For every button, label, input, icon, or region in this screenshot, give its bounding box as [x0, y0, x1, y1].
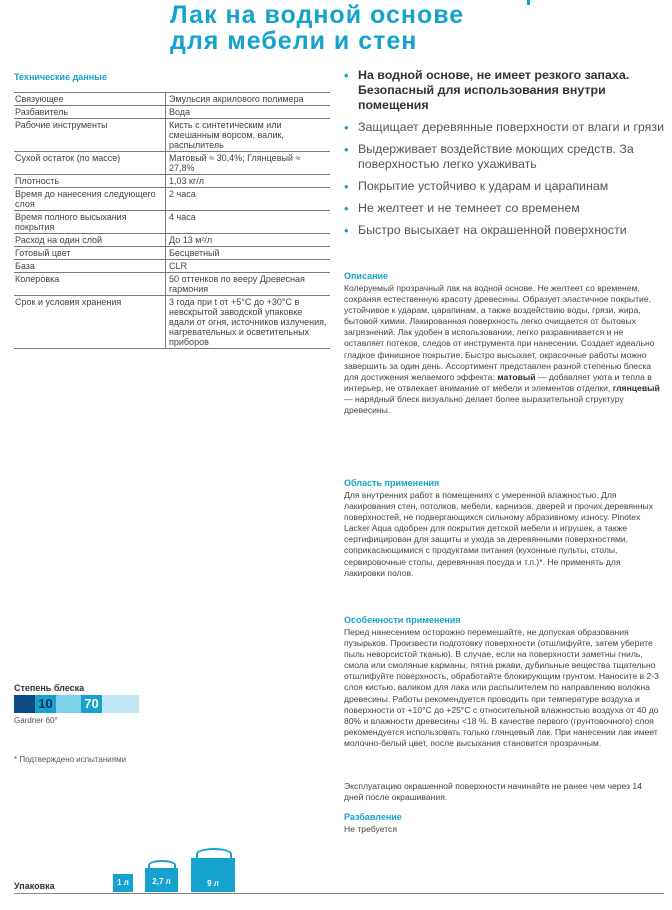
description-text: Колеруемый прозрачный лак на водной основе. Не желтеет со временем, сохраняя естественную красоту древесины. Образует эластичное покрытие, устойчивое к ударам, царапинам, а также воздействию воды, грязи, жира, бытовой химии. Лакированная поверхность легко очищается от бытовых загрязнений. Лак удобен в использовании, легко разравнивается и не оставляет потеков, следов от инструмента при нанесении. Создает идеально гладкое финишное покрытие. Быстро высыхает, окрасочные работы можно завершить за один день. Ассортимент представлен разной степенью блеска для достижения желаемого эффекта: матовый — добавляет уюта и тепла в интерьер, не отвлекает внимание от мебели и элементов отделки, глянцевый — нарядный блеск визуально делает более выразительной структуру древесины. — [344, 283, 660, 416]
spec-key: Плотность — [14, 175, 166, 188]
packaging-label: Упаковка — [14, 881, 55, 891]
bullet-icon: • — [344, 68, 349, 83]
benefit-item: • Быстро высыхает на окрашенной поверхности — [344, 223, 627, 238]
bullet-icon: • — [344, 201, 349, 216]
gloss-heading: Степень блеска — [14, 683, 85, 693]
spec-key: Готовый цвет — [14, 247, 166, 260]
spec-key: Связующее — [14, 93, 166, 106]
bullet-icon: • — [344, 142, 349, 157]
spec-key: Рабочие инструменты — [14, 119, 166, 152]
spec-row — [14, 247, 330, 260]
spec-key: Время до нанесения следующего слоя — [14, 188, 166, 211]
tech-data-table — [14, 92, 330, 349]
tech-data-heading: Технические данные — [14, 72, 107, 82]
spec-row — [14, 119, 330, 152]
spec-key: Расход на один слой — [14, 234, 166, 247]
footnote: * Подтверждено испытаниями — [14, 755, 127, 764]
features-text: Перед нанесением осторожно перемешайте, не допуская образования пузырьков. Произвести подготовку поверхности (отшлифуйте, затем уберите пыль неворсистой тканью). В случае, если на поверхности заметны гниль, смола или смоляные карманы, пятна ржави, дубильные вещества тщательно отшлифуйте поверхность, обработайте блокирующим грунтом. Наносите в 2-3 слоя кистью, валиком для лака или распылителем по направлению волокна древесины. Работы рекомендуется проводить при температуре воздуха и поверхности от +10°С до +25°С с относительной влажностью воздуха от 40 до 80% и влажности древесины <18 %. В качестве первого (грунтовочного) слоя рекомендуется использовать только глянцевый лак. При нанесении лак имеет молочно-белый цвет, после высыхания становится прозрачным. — [344, 627, 659, 748]
can-9l-icon: 9 л — [191, 858, 235, 892]
features-heading: Особенности применения — [344, 615, 461, 625]
gloss-value-high: 70 — [81, 695, 102, 713]
benefit-item: • Покрытие устойчиво к ударам и царапинам — [344, 179, 609, 194]
spec-value: Вода — [166, 106, 331, 119]
title-line-1: Лак на водной основе — [170, 1, 465, 29]
spec-key: Срок и условия хранения — [14, 296, 166, 349]
benefit-item: • Защищает деревянные поверхности от влаги и грязи — [344, 120, 664, 135]
spec-value: 50 оттенков по вееру Древесная гармония — [166, 273, 331, 296]
benefit-item: • Выдерживает воздействие моющих средств. За поверхностью легко ухаживать — [344, 142, 634, 171]
bullet-icon: • — [344, 120, 349, 135]
can-2-7l-icon: 2,7 л — [145, 868, 178, 892]
bullet-icon: • — [344, 179, 349, 194]
benefit-item: • На водной основе, не имеет резкого запаха. Безопасный для использования внутри помещения — [344, 68, 630, 112]
spec-value: 1,03 кг/л — [166, 175, 331, 188]
can-1l-icon: 1 л — [113, 874, 133, 892]
dilution-text: Не требуется — [344, 824, 397, 834]
spec-value: До 13 м²/л — [166, 234, 331, 247]
application-heading: Область применения — [344, 478, 440, 488]
spec-value: 4 часа — [166, 211, 331, 234]
gloss-segment — [56, 695, 81, 713]
spec-key: Время полного высыхания покрытия — [14, 211, 166, 234]
gloss-segment — [102, 695, 139, 713]
spec-row — [14, 296, 330, 349]
spec-row — [14, 106, 330, 119]
spec-key: База — [14, 260, 166, 273]
spec-row — [14, 260, 330, 273]
application-text: Для внутренних работ в помещениях с умеренной влажностью. Для лакирования стен, потолков, мебели, карнизов, дверей и прочих деревянных поверхностей, не подвергающихся сильному абразивному износу. Pinotex Lacker Aqua одобрен для покрытия детской мебели и игрушек, а также сертифицирован для защиты и ухода за деревянными поверхностями, соприкасающимися с продуктами питания (кухонные пульты, столы, сервировочные столы, деревянная посуда и т.п.)*. Не применять для лакировки полов. — [344, 490, 653, 578]
spec-key: Разбавитель — [14, 106, 166, 119]
spec-value: 3 года при t от +5°С до +30°С в невскрытой заводской упаковке вдали от огня, источников излучения, нагревательных и осветительных приборов — [166, 296, 331, 349]
spec-row — [14, 188, 330, 211]
gloss-scale-label: Gardner 60° — [14, 716, 58, 725]
bullet-icon: • — [344, 223, 349, 238]
spec-key: Колеровка — [14, 273, 166, 296]
spec-row — [14, 211, 330, 234]
spec-row — [14, 175, 330, 188]
gloss-scale — [14, 695, 139, 713]
spec-row — [14, 234, 330, 247]
packaging-divider — [14, 893, 664, 894]
gloss-value-low: 10 — [35, 695, 56, 713]
spec-value: CLR — [166, 260, 331, 273]
spec-row — [14, 273, 330, 296]
spec-value: Эмульсия акрилового полимера — [166, 93, 331, 106]
dilution-heading: Разбавление — [344, 812, 402, 822]
benefits-list — [344, 68, 664, 245]
spec-row — [14, 93, 330, 106]
spec-value: Матовый ≈ 30,4%; Глянцевый ≈ 27,8% — [166, 152, 331, 175]
features-text-2: Эксплуатацию окрашенной поверхности начинайте не ранее чем через 14 дней после окрашивания. — [344, 781, 642, 803]
spec-value: 2 часа — [166, 188, 331, 211]
gloss-segment — [14, 695, 35, 713]
spec-row — [14, 152, 330, 175]
spec-key: Сухой остаток (по массе) — [14, 152, 166, 175]
description-heading: Описание — [344, 271, 389, 281]
title-line-2: для мебели и стен — [170, 27, 418, 55]
spec-value: Бесцветный — [166, 247, 331, 260]
spec-value: Кисть с синтетическим или смешанным ворсом, валик, распылитель — [166, 119, 331, 152]
page-title — [170, 2, 650, 54]
benefit-item: • Не желтеет и не темнеет со временем — [344, 201, 580, 216]
